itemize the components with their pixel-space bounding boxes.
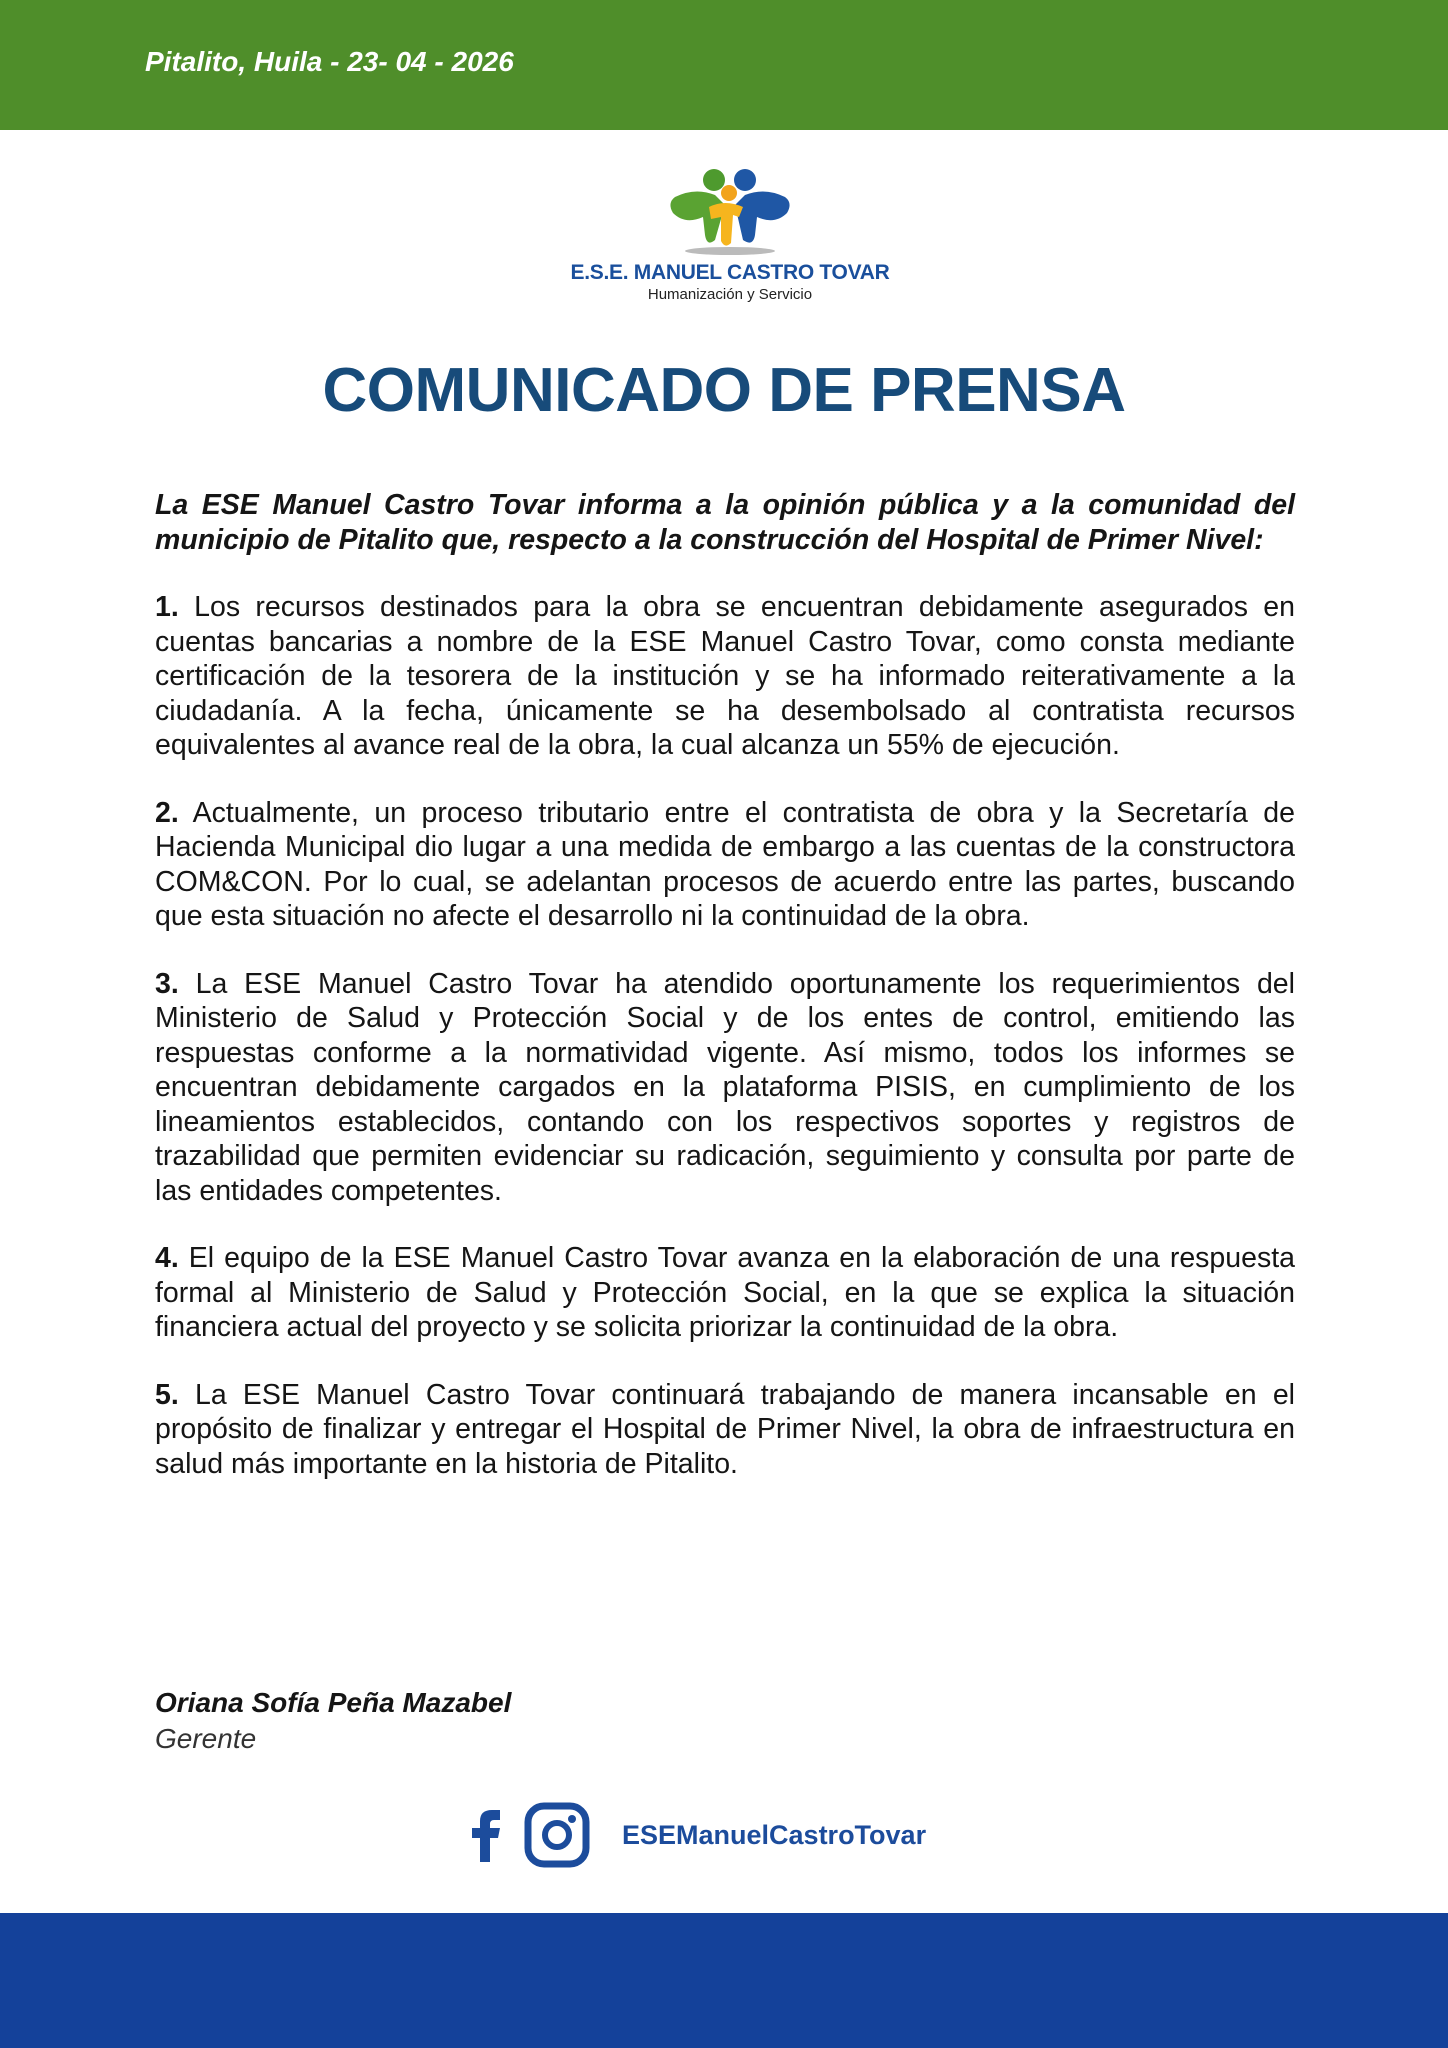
point-text: Actualmente, un proceso tributario entre el contratista de obra y la Secretaría de Hacienda Municipal dio lugar a una medida de embargo a las cuentas de la constructora COM&CON. Por lo cual, se adelantan procesos de acuerdo entre las partes, buscando que esta situación no afecte el desarrollo ni la continuidad de la obra. (155, 796, 1295, 932)
organization-tagline: Humanización y Servicio (647, 286, 813, 303)
footer-bar (0, 1913, 1448, 2048)
point-5 (155, 1378, 1295, 1482)
page-title: COMUNICADO DE PRENSA (322, 356, 1126, 425)
point-number: 3. (155, 967, 179, 1000)
header-bar (0, 0, 1448, 130)
point-4 (155, 1241, 1295, 1345)
point-text: La ESE Manuel Castro Tovar continuará trabajando de manera incansable en el propósito de finalizar y entregar el Hospital de Primer Nivel, la obra de infraestructura en salud más importante en la historia de Pitalito. (155, 1378, 1295, 1480)
facebook-icon[interactable] (470, 1808, 504, 1862)
date-location: Pitalito, Huila - 23- 04 - 2026 (145, 46, 514, 77)
logo-figures-icon (665, 165, 795, 257)
point-text: El equipo de la ESE Manuel Castro Tovar avanza en la elaboración de una respuesta formal al Ministerio de Salud y Protección Social, en la que se explica la situación financiera actual del proyecto y se solicita priorizar la continuidad de la obra. (155, 1242, 1295, 1343)
point-2 (155, 796, 1295, 934)
point-number: 1. (155, 591, 179, 623)
point-3 (155, 967, 1295, 1209)
intro-paragraph: La ESE Manuel Castro Tovar informa a la opinión pública y a la comunidad del municipio de Pitalito que, respecto a la construcción del Hospital de Primer Nivel: (155, 489, 1295, 556)
social-links (470, 1800, 926, 1870)
social-handle[interactable]: ESEManuelCastroTovar (622, 1819, 927, 1850)
signatory-role: Gerente (155, 1723, 257, 1754)
instagram-icon[interactable] (524, 1802, 590, 1868)
point-1 (155, 590, 1295, 763)
press-release-body (155, 488, 1295, 1514)
signature-block (155, 1685, 511, 1757)
point-text: La ESE Manuel Castro Tovar ha atendido oportunamente los requerimientos del Ministerio de Salud y Protección Social y de los entes de control, emitiendo las respuestas conforme a la normatividad vigente. Así mismo, todos los informes se encuentran debidamente cargados en la plataforma PISIS, en cumplimiento de los lineamientos establecidos, contando con los respectivos soportes y registros de trazabilidad que permiten evidenciar su radicación, seguimiento y consulta por parte de las entidades competentes. (155, 967, 1295, 1207)
organization-name: E.S.E. MANUEL CASTRO TOVAR (570, 261, 890, 284)
point-number: 5. (155, 1378, 179, 1411)
organization-logo (560, 165, 900, 315)
signatory-name: Oriana Sofía Peña Mazabel (155, 1687, 512, 1718)
point-text: Los recursos destinados para la obra se encuentran debidamente asegurados en cuentas bancarias a nombre de la ESE Manuel Castro Tovar, como consta mediante certificación de la tesorera de la institución y se ha informado reiterativamente a la ciudadanía. A la fecha, únicamente se ha desembolsado al contratista recursos equivalentes al avance real de la obra, la cual alcanza un 55% de ejecución. (155, 591, 1295, 761)
point-number: 2. (155, 796, 179, 829)
point-number: 4. (155, 1242, 179, 1274)
